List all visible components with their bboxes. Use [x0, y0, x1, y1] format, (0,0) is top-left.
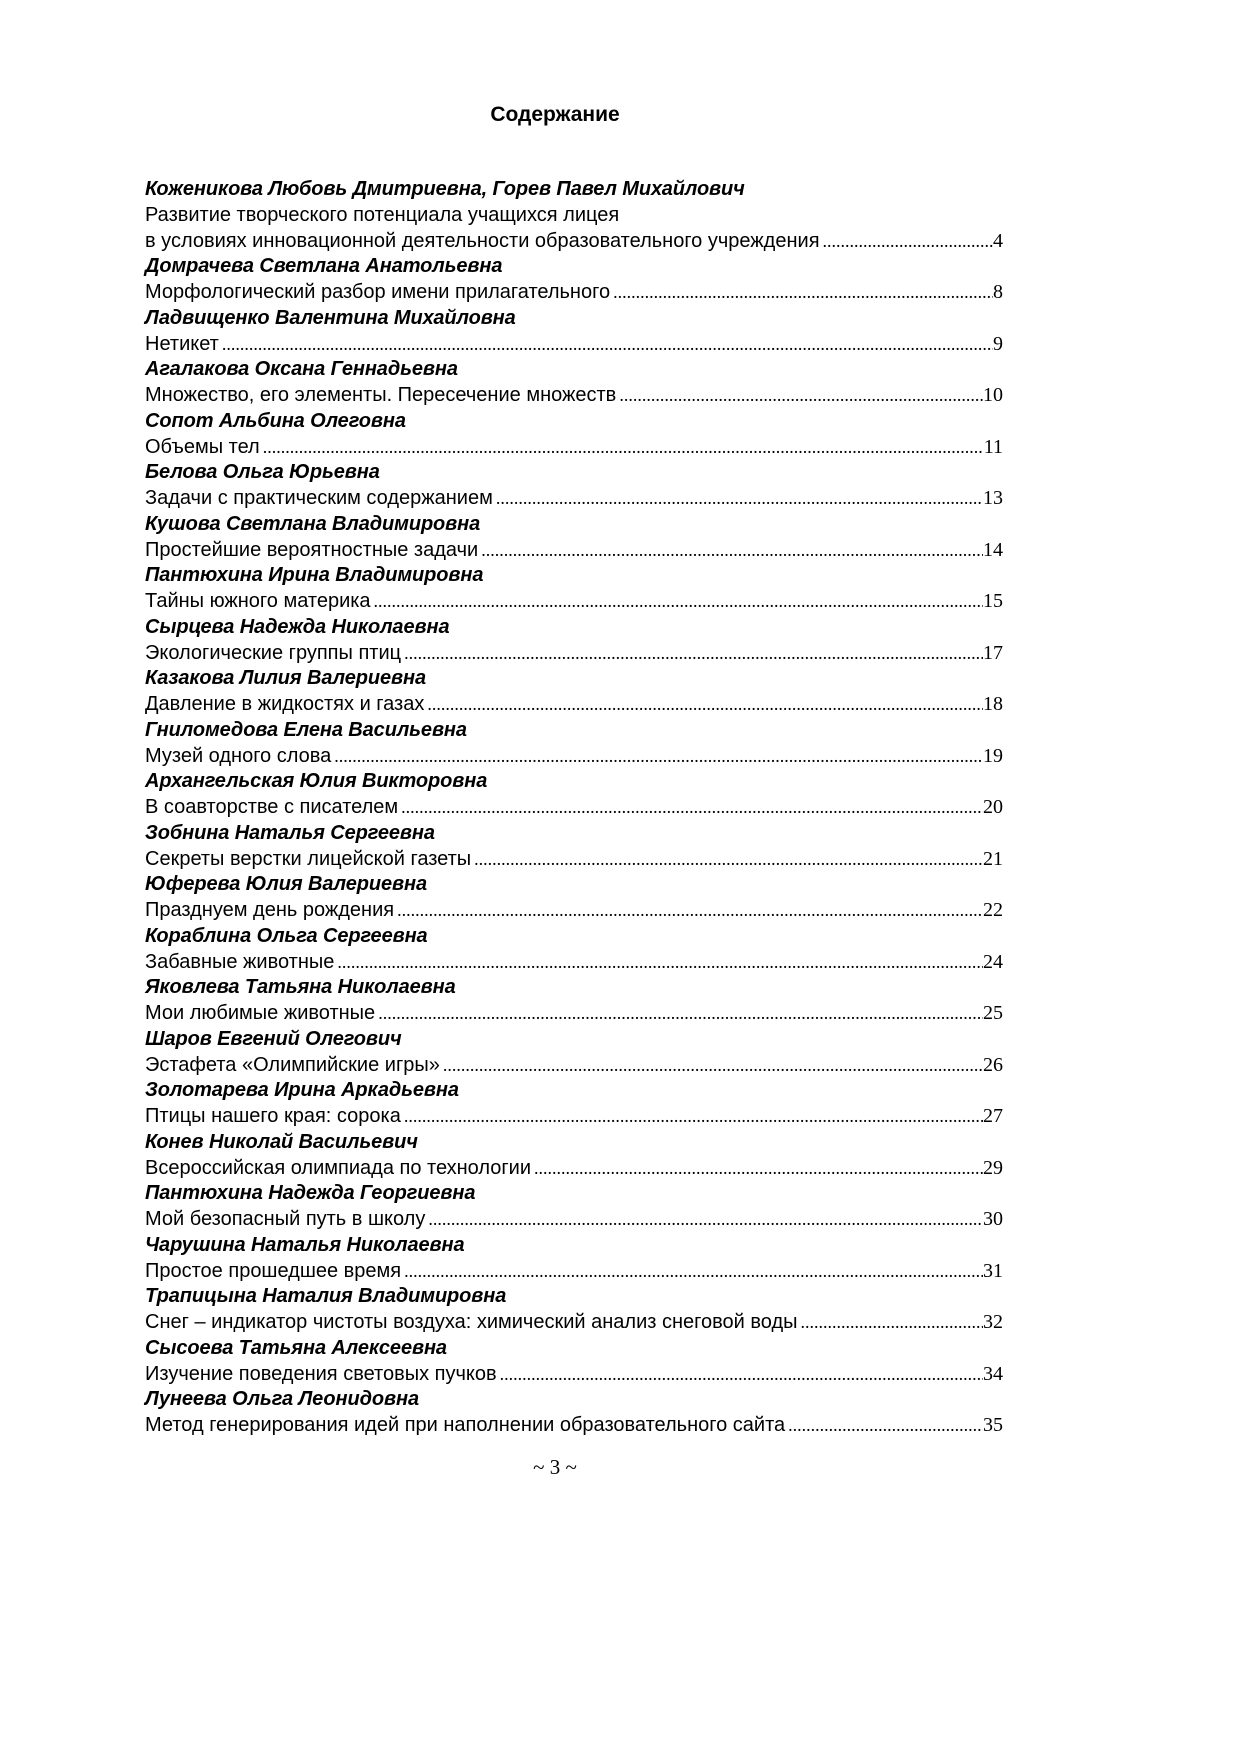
entry-title-row[interactable] — [145, 642, 1003, 668]
entry-author: Конев Николай Васильевич — [145, 1130, 418, 1153]
toc-entry[interactable] — [145, 925, 1003, 977]
entry-page-number: 24 — [983, 950, 1003, 973]
page-number: ~ 3 ~ — [533, 1455, 577, 1479]
toc-entry[interactable] — [145, 513, 1003, 565]
toc-entry[interactable] — [145, 1234, 1003, 1286]
entry-page-number: 18 — [983, 693, 1003, 715]
entry-title: Тайны южного материка — [145, 590, 371, 612]
entry-title: Эстафета «Олимпийские игры» — [145, 1053, 440, 1076]
entry-title-row[interactable] — [145, 848, 1003, 874]
entry-title-row[interactable] — [145, 899, 1003, 925]
entry-title-row[interactable] — [145, 1260, 1003, 1286]
entry-author: Кушова Светлана Владимировна — [145, 512, 481, 535]
entry-title: Снег – индикатор чистоты воздуха: химический анализ снеговой воды — [145, 1311, 798, 1333]
toc-entry[interactable] — [145, 616, 1003, 668]
entry-author: Домрачева Светлана Анатольевна — [145, 255, 503, 278]
entry-title: Объемы тел — [145, 435, 260, 458]
entry-author: Пантюхина Ирина Владимировна — [145, 564, 484, 587]
entry-title-row[interactable] — [145, 1002, 1003, 1028]
dot-leader — [374, 591, 983, 612]
entry-page-number: 22 — [983, 899, 1003, 921]
dot-leader — [222, 334, 993, 355]
entry-title: В соавторстве с писателем — [145, 796, 399, 818]
toc-entry[interactable] — [145, 770, 1003, 822]
entry-page-number: 21 — [983, 847, 1003, 870]
entry-page-number: 9 — [993, 332, 1003, 355]
dot-leader — [801, 1312, 984, 1333]
dot-leader — [263, 437, 984, 458]
entry-title: Экологические группы птиц — [145, 641, 402, 664]
dot-leader — [397, 900, 983, 921]
entry-title: Морфологический разбор имени прилагательного — [145, 281, 611, 303]
entry-title-row[interactable] — [145, 1105, 1003, 1131]
entry-title-row[interactable] — [145, 590, 1003, 616]
dot-leader — [334, 746, 983, 767]
dot-leader — [401, 797, 983, 818]
dot-leader — [337, 952, 983, 973]
entry-title-row[interactable] — [145, 745, 1003, 771]
entry-page-number: 25 — [983, 1002, 1003, 1024]
entry-title: Давление в жидкостях и газах — [145, 693, 425, 715]
toc-entry[interactable] — [145, 564, 1003, 616]
toc-entry[interactable] — [145, 410, 1003, 462]
entry-title-row[interactable] — [145, 1363, 1003, 1389]
toc-entry[interactable] — [145, 667, 1003, 719]
entry-author: Шаров Евгений Олегович — [145, 1027, 402, 1050]
entry-title: Простейшие вероятностные задачи — [145, 538, 479, 561]
toc-entry[interactable] — [145, 1388, 1003, 1440]
entry-author: Лунеева Ольга Леонидовна — [145, 1388, 419, 1411]
entry-author: Коженикова Любовь Дмитриевна, Горев Павел Михайлович — [145, 178, 745, 200]
dot-leader — [404, 1261, 983, 1282]
entry-author: Трапицына Наталия Владимировна — [145, 1285, 507, 1308]
toc-entry[interactable] — [145, 255, 1003, 307]
dot-leader — [404, 643, 983, 664]
entry-author: Юферева Юлия Валериевна — [145, 873, 427, 896]
entry-page-number: 34 — [983, 1362, 1003, 1385]
entry-page-number: 17 — [983, 641, 1003, 664]
dot-leader — [481, 540, 983, 561]
entry-page-number: 26 — [983, 1053, 1003, 1076]
dot-leader — [534, 1158, 983, 1179]
dot-leader — [823, 231, 993, 252]
entry-title: Птицы нашего края: сорока — [145, 1105, 401, 1127]
entry-title: Задачи с практическим содержанием — [145, 487, 493, 509]
entry-title-row[interactable] — [145, 1157, 1003, 1183]
toc-entry[interactable] — [145, 307, 1003, 359]
entry-author: Сопот Альбина Олеговна — [145, 409, 406, 432]
dot-leader — [404, 1106, 983, 1127]
entry-title-row[interactable] — [145, 796, 1003, 822]
entry-page-number: 30 — [983, 1208, 1003, 1230]
entry-title-row[interactable] — [145, 230, 1003, 256]
dot-leader — [619, 385, 983, 406]
entry-title-row[interactable] — [145, 951, 1003, 977]
entry-title: в условиях инновационной деятельности образовательного учреждения — [145, 229, 820, 252]
dot-leader — [428, 1209, 983, 1230]
dot-leader — [788, 1415, 983, 1436]
entry-page-number: 15 — [983, 590, 1003, 612]
toc-entry[interactable] — [145, 1337, 1003, 1389]
entry-author: Сырцева Надежда Николаевна — [145, 615, 450, 638]
dot-leader — [613, 282, 993, 303]
dot-leader — [496, 488, 983, 509]
entry-page-number: 4 — [993, 229, 1003, 252]
toc-entry[interactable] — [145, 719, 1003, 771]
toc-entry[interactable] — [145, 1079, 1003, 1131]
entry-author: Белова Ольга Юрьевна — [145, 461, 380, 484]
entry-author: Сысоева Татьяна Алексеевна — [145, 1336, 447, 1359]
toc-entry[interactable] — [145, 976, 1003, 1028]
toc-entry[interactable] — [145, 461, 1003, 513]
entry-title: Секреты верстки лицейской газеты — [145, 847, 472, 870]
dot-leader — [474, 849, 983, 870]
entry-page-number: 35 — [983, 1414, 1003, 1436]
toc-entry[interactable] — [145, 1182, 1003, 1234]
entry-page-number: 8 — [993, 281, 1003, 303]
dot-leader — [500, 1364, 983, 1385]
toc-entry[interactable] — [145, 178, 1003, 255]
entry-author: Казакова Лилия Валериевна — [145, 667, 426, 690]
dot-leader — [427, 694, 983, 715]
entry-author: Зобнина Наталья Сергеевна — [145, 821, 435, 844]
entry-author: Пантюхина Надежда Георгиевна — [145, 1182, 476, 1205]
entry-title: Мой безопасный путь в школу — [145, 1208, 426, 1230]
entry-author: Чарушина Наталья Николаевна — [145, 1233, 465, 1256]
entry-title-row[interactable] — [145, 1208, 1003, 1234]
toc-entry[interactable] — [145, 1285, 1003, 1337]
entry-title-row[interactable] — [145, 693, 1003, 719]
dot-leader — [378, 1003, 983, 1024]
entry-title: Множество, его элементы. Пересечение множеств — [145, 384, 617, 406]
entry-title-row[interactable] — [145, 333, 1003, 359]
entry-title: Музей одного слова — [145, 744, 332, 767]
entry-page-number: 20 — [983, 796, 1003, 818]
entry-title: Забавные животные — [145, 950, 335, 973]
toc-entry[interactable] — [145, 873, 1003, 925]
entry-author: Золотарева Ирина Аркадьевна — [145, 1079, 459, 1102]
entry-title-line: Развитие творческого потенциала учащихся лицея — [145, 203, 620, 226]
entry-title-row[interactable] — [145, 1414, 1003, 1440]
entry-title-row[interactable] — [145, 1054, 1003, 1080]
entry-page-number: 29 — [983, 1156, 1003, 1179]
entry-title-row[interactable] — [145, 539, 1003, 565]
entry-page-number: 10 — [983, 384, 1003, 406]
toc-entry[interactable] — [145, 1131, 1003, 1183]
entry-author: Агалакова Оксана Геннадьевна — [145, 358, 458, 381]
page-title: Содержание — [490, 103, 620, 126]
toc-entry[interactable] — [145, 1028, 1003, 1080]
entry-title: Празднуем день рождения — [145, 899, 395, 921]
entry-title-row[interactable] — [145, 384, 1003, 410]
entry-page-number: 31 — [983, 1259, 1003, 1282]
toc-entry[interactable] — [145, 358, 1003, 410]
entry-page-number: 13 — [983, 487, 1003, 509]
entry-title: Изучение поведения световых пучков — [145, 1362, 497, 1385]
entry-page-number: 19 — [983, 744, 1003, 767]
entry-title-row[interactable] — [145, 487, 1003, 513]
entry-title: Простое прошедшее время — [145, 1259, 402, 1282]
entry-author: Архангельская Юлия Викторовна — [145, 770, 488, 793]
entry-title: Мои любимые животные — [145, 1002, 376, 1024]
entry-page-number: 27 — [983, 1105, 1003, 1127]
entry-page-number: 32 — [983, 1311, 1003, 1333]
entry-page-number: 14 — [983, 538, 1003, 561]
table-of-contents — [145, 178, 1003, 1440]
entry-title-row[interactable] — [145, 281, 1003, 307]
entry-page-number: 11 — [983, 435, 1003, 458]
entry-title-row[interactable] — [145, 436, 1003, 462]
entry-title: Всероссийская олимпиада по технологии — [145, 1156, 532, 1179]
dot-leader — [443, 1055, 983, 1076]
entry-title: Нетикет — [145, 332, 219, 355]
toc-entry[interactable] — [145, 822, 1003, 874]
entry-title: Метод генерирования идей при наполнении образовательного сайта — [145, 1414, 786, 1436]
entry-author: Кораблина Ольга Сергеевна — [145, 924, 428, 947]
entry-author: Ладвищенко Валентина Михайловна — [145, 306, 516, 329]
entry-author: Гниломедова Елена Васильевна — [145, 718, 467, 741]
entry-title-row[interactable] — [145, 1311, 1003, 1337]
entry-author: Яковлева Татьяна Николаевна — [145, 976, 456, 999]
